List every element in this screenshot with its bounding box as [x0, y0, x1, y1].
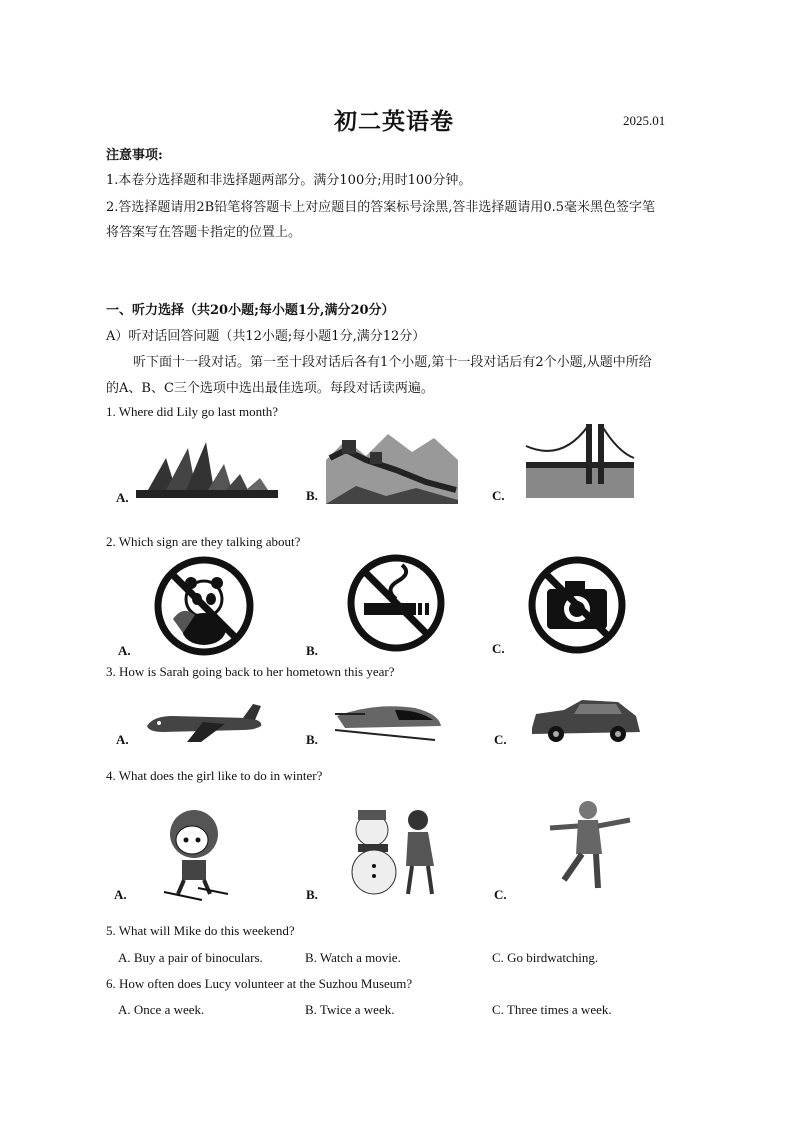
question-2: 2. Which sign are they talking about? — [106, 534, 301, 549]
part-a-heading: A）听对话回答问题（共12小题;每小题1分,满分12分） — [106, 329, 426, 344]
no-feeding-pandas-sign-icon — [153, 555, 255, 657]
q1-option-c[interactable]: C. — [492, 488, 505, 503]
car-icon — [530, 698, 642, 744]
instruction-line-1: 听下面十一段对话。第一至十段对话后各有1个小题,第十一段对话后有2个小题,从题中所给 — [133, 355, 652, 370]
q1-option-b[interactable]: B. — [306, 488, 318, 503]
q1-option-a[interactable]: A. — [116, 490, 129, 505]
q5-option-c[interactable]: C. Go birdwatching. — [492, 950, 599, 965]
no-smoking-sign-icon — [346, 553, 446, 653]
q3-option-b[interactable]: B. — [306, 732, 318, 747]
skiing-girl-icon — [158, 808, 230, 900]
notes-line-1: 1.本卷分选择题和非选择题两部分。满分100分;用时100分钟。 — [106, 173, 472, 188]
q6-option-b[interactable]: B. Twice a week. — [305, 1002, 395, 1017]
section-heading: 一、听力选择（共20小题;每小题1分,满分20分） — [106, 303, 395, 318]
q2-option-b[interactable]: B. — [306, 643, 318, 658]
q5-option-a[interactable]: A. Buy a pair of binoculars. — [118, 950, 263, 965]
golden-gate-bridge-icon — [526, 422, 634, 498]
question-5: 5. What will Mike do this weekend? — [106, 923, 295, 938]
q6-option-c[interactable]: C. Three times a week. — [492, 1002, 612, 1017]
skating-girl-icon — [546, 798, 634, 896]
q3-option-c[interactable]: C. — [494, 732, 507, 747]
q2-option-a[interactable]: A. — [118, 643, 131, 658]
q4-option-b[interactable]: B. — [306, 887, 318, 902]
q3-option-a[interactable]: A. — [116, 732, 129, 747]
great-wall-icon — [326, 430, 458, 504]
snowman-girl-icon — [344, 806, 440, 898]
q4-option-a[interactable]: A. — [114, 887, 127, 902]
high-speed-train-icon — [335, 696, 443, 742]
instruction-line-2: 的A、B、C三个选项中选出最佳选项。每段对话读两遍。 — [106, 381, 434, 396]
q4-option-c[interactable]: C. — [494, 887, 507, 902]
q6-option-a[interactable]: A. Once a week. — [118, 1002, 205, 1017]
page-title: 初二英语卷 — [334, 108, 454, 135]
q5-option-b[interactable]: B. Watch a movie. — [305, 950, 401, 965]
no-photography-sign-icon — [527, 555, 627, 655]
sydney-opera-house-icon — [136, 440, 281, 502]
question-1: 1. Where did Lily go last month? — [106, 404, 278, 419]
question-4: 4. What does the girl like to do in winter? — [106, 768, 323, 783]
q2-option-c[interactable]: C. — [492, 641, 505, 656]
airplane-icon — [143, 702, 265, 746]
notes-line-2: 2.答选择题请用2B铅笔将答题卡上对应题目的答案标号涂黑,答非选择题请用0.5毫米黑色签字笔 — [106, 200, 656, 215]
exam-date: 2025.01 — [623, 113, 666, 128]
question-6: 6. How often does Lucy volunteer at the Suzhou Museum? — [106, 976, 413, 991]
question-3: 3. How is Sarah going back to her hometown this year? — [106, 664, 395, 679]
notes-heading: 注意事项: — [106, 148, 163, 163]
notes-line-3: 将答案写在答题卡指定的位置上。 — [106, 225, 302, 240]
